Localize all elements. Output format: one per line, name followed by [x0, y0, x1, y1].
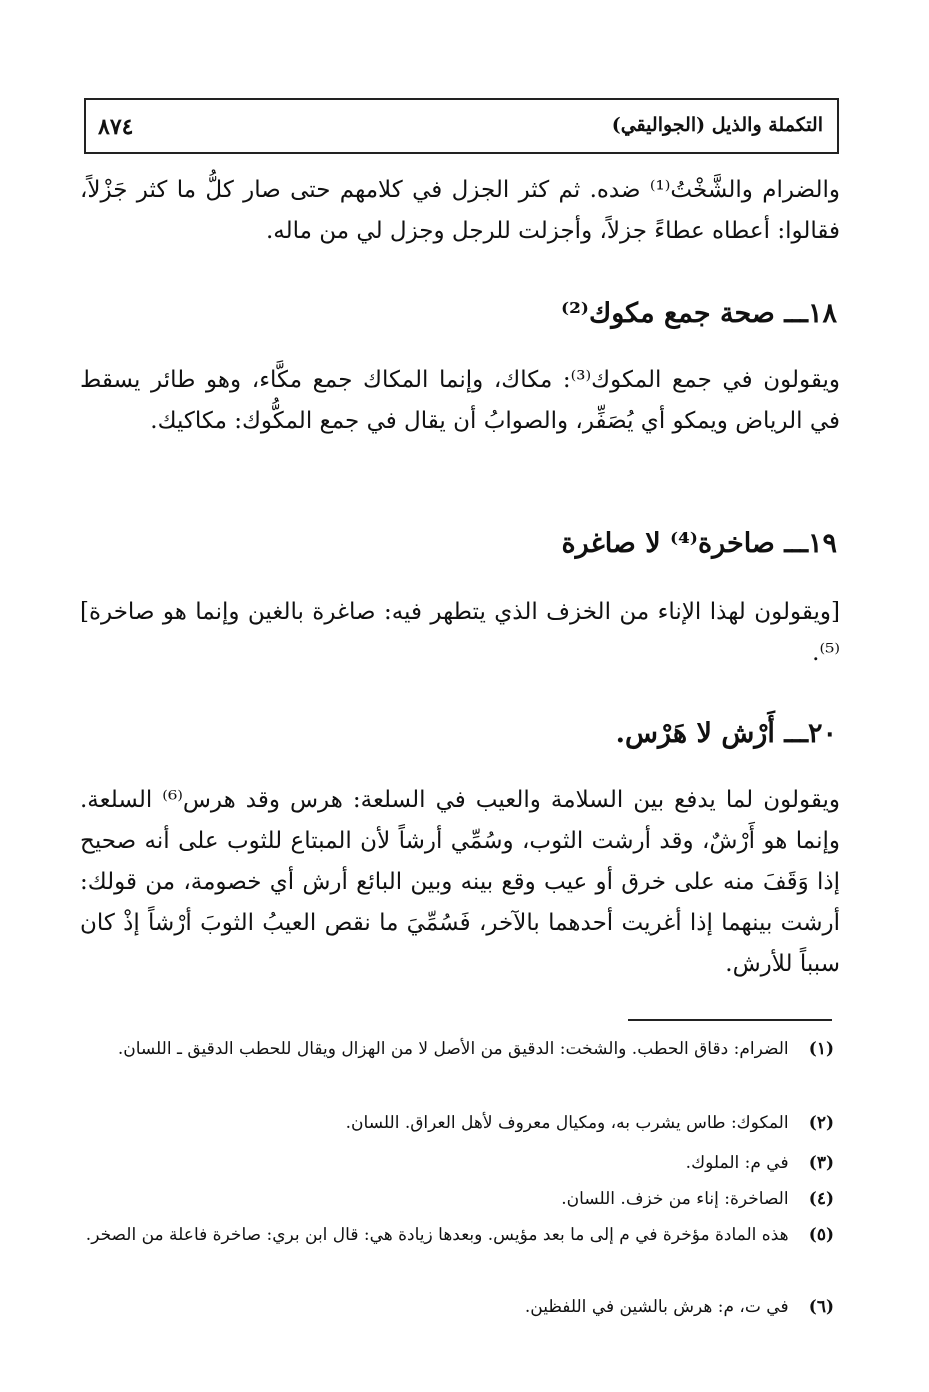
footnote-2: [72, 1108, 834, 1138]
section-heading-19: ١٩ـــ صاخرة⁽⁴⁾ لا صاغرة: [561, 528, 837, 559]
footnote-text: الصاخرة: إناء من خزف. اللسان.: [561, 1189, 789, 1209]
footnote-3: [72, 1148, 834, 1178]
footnote-text: في ت، م: هرش بالشين في اللفظين.: [524, 1297, 789, 1317]
section-body-19: [ويقولون لهذا الإناء من الخزف الذي يتطهر فيه: صاغرة بالغين وإنما هو صاخرة]⁽⁵⁾.: [80, 599, 840, 666]
footnote-separator: [628, 1019, 832, 1021]
footnote-6: [72, 1292, 834, 1322]
section-heading-18: ١٨ـــ صحة جمع مكوك⁽²⁾: [561, 298, 837, 329]
footnote-text: المكوك: طاس يشرب به، ومكيال معروف لأهل العراق. اللسان.: [345, 1113, 789, 1133]
section-body-18: ويقولون في جمع المكوك⁽³⁾: مكاك، وإنما المكاك جمع مكَّاء، وهو طائر يسقط في الرياض ويمكو أي يُصَفِّر، والصوابُ أن يقال في جمع المكُّوك: مكاكيك.: [80, 367, 841, 434]
footnote-5: [72, 1220, 834, 1250]
footnote-number: (١): [808, 1039, 834, 1059]
running-title: التكملة والذيل (الجواليقي): [611, 114, 823, 136]
footnote-number: (٣): [808, 1153, 834, 1173]
footnote-number: (٢): [808, 1113, 834, 1133]
footnote-number: (٥): [808, 1225, 834, 1245]
section-heading-20: ٢٠ـــ أَرْش لا هَرْس.: [615, 718, 837, 749]
footnote-number: (٤): [808, 1189, 834, 1209]
footnote-4: [72, 1184, 834, 1214]
page-number: ٨٧٤: [98, 114, 134, 140]
footnote-text: الضرام: دقاق الحطب. والشخت: الدقيق من الأصل لا من الهزال ويقال للحطب الدقيق ـ اللسان.: [117, 1039, 789, 1059]
footnote-1: [72, 1034, 834, 1064]
footnote-text: في م: الملوك.: [685, 1153, 789, 1173]
intro-paragraph: والضرام والشَّخْتُ⁽¹⁾ ضده. ثم كثر الجزل في كلامهم حتى صار كلُّ ما كثر جَزْلاً، فقالوا: أعطاه عطاءً جزلاً، وأجزلت للرجل وجزل لي من ماله.: [80, 177, 841, 244]
footnote-number: (٦): [808, 1297, 834, 1317]
footnote-text: هذه المادة مؤخرة في م إلى ما بعد مؤيس. وبعدها زيادة هي: قال ابن بري: صاخرة فاعلة من الصخر.: [85, 1225, 789, 1245]
section-body-20: ويقولون لما يدفع بين السلامة والعيب في السلعة: هرس وقد هرس⁽⁶⁾ السلعة. وإنما هو أَرْشٌ، وقد أرشت الثوب، وسُمِّي أرشاً لأن المبتاع للثوب على أنه صحيح إذا وَقَفَ منه على خرق أو عيب وقع بينه وبين البائع أرش أي خصومة، من قولك: أرشت بينهما إذا أغريت أحدهما بالآخر، فَسُمِّيَ ما نقص العيبُ الثوبَ أرْشاً إذْ كان سبباً للأرش.: [80, 787, 840, 977]
page-header: [84, 98, 839, 154]
